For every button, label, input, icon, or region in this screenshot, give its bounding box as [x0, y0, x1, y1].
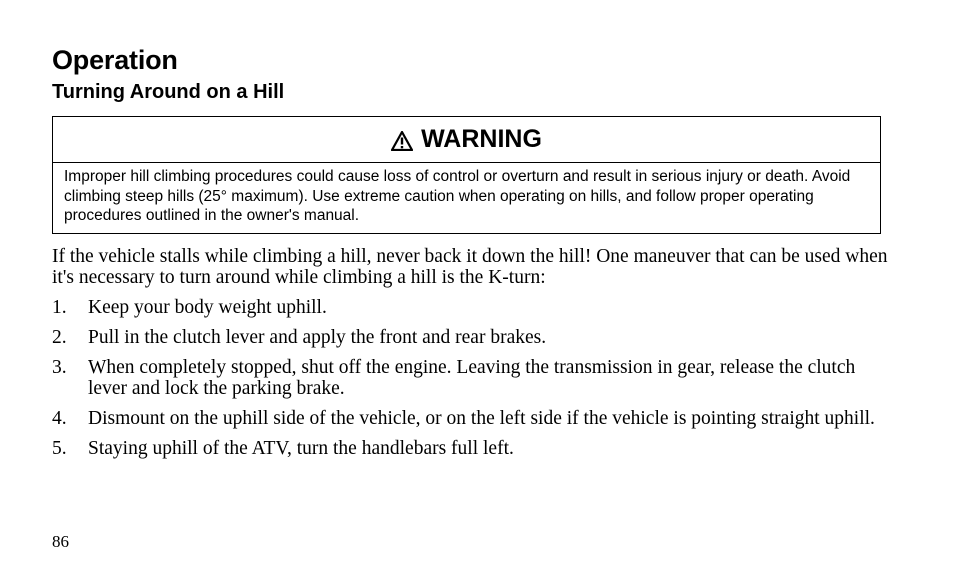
warning-box — [52, 116, 881, 234]
subsection-title: Turning Around on a Hill — [52, 81, 285, 103]
step-text: Dismount on the uphill side of the vehicle, or on the left side if the vehicle is pointing straight uphill. — [88, 408, 875, 429]
step-text: Keep your body weight uphill. — [88, 297, 327, 318]
warning-header — [53, 117, 880, 163]
step-text: Staying uphill of the ATV, turn the handlebars full left. — [88, 438, 514, 459]
warning-triangle-icon — [391, 131, 413, 151]
list-item — [52, 297, 892, 318]
step-number: 2. — [52, 327, 67, 348]
list-item — [52, 438, 892, 459]
list-item — [52, 327, 892, 348]
warning-text: Improper hill climbing procedures could cause loss of control or overturn and result in serious injury or death. Avoid climbing steep hills (25° maximum). Use extreme caution when operating on hills, and follow proper operating procedures outlined in the owner's manual. — [64, 168, 851, 224]
warning-title: WARNING — [421, 125, 542, 153]
step-text: When completely stopped, shut off the engine. Leaving the transmission in gear, release the clutch lever and lock the parking brake. — [88, 357, 856, 399]
step-text: Pull in the clutch lever and apply the front and rear brakes. — [88, 327, 547, 348]
intro-paragraph: If the vehicle stalls while climbing a hill, never back it down the hill! One maneuver that can be used when it's necessary to turn around while climbing a hill is the K-turn: — [52, 246, 888, 288]
list-item — [52, 408, 892, 429]
step-number: 3. — [52, 357, 67, 378]
step-number: 5. — [52, 438, 67, 459]
step-number: 4. — [52, 408, 67, 429]
steps-list — [52, 297, 892, 468]
step-number: 1. — [52, 297, 67, 318]
page-number: 86 — [52, 532, 69, 551]
section-title: Operation — [52, 45, 178, 75]
list-item — [52, 357, 892, 399]
